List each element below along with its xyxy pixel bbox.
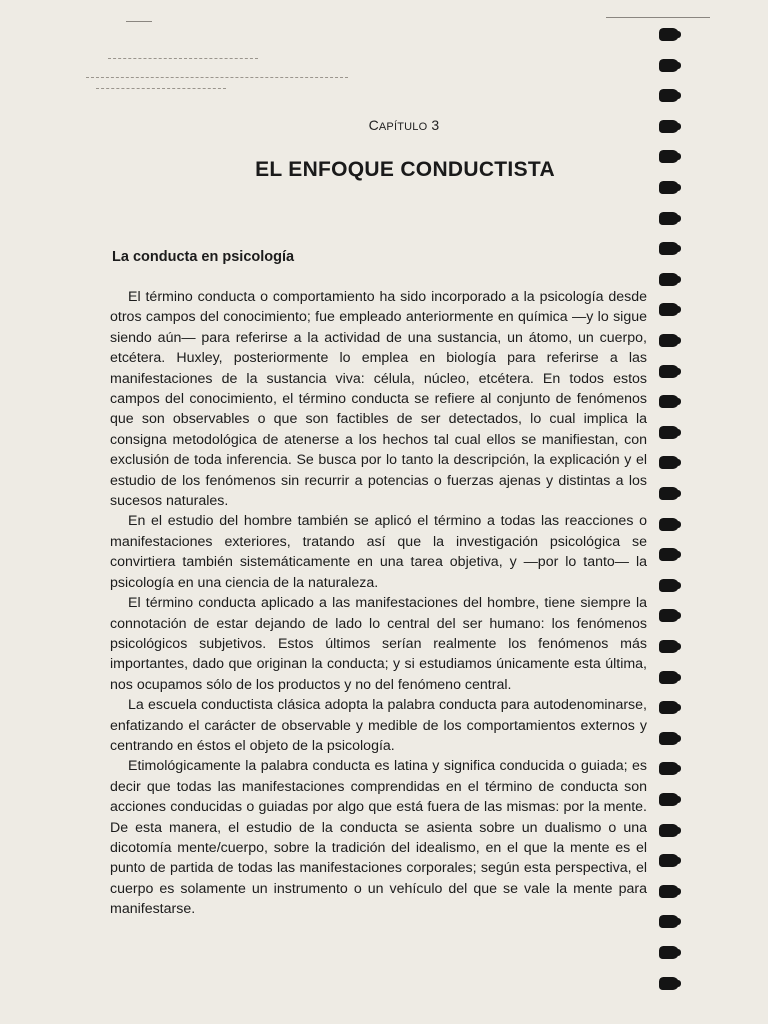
binding-ring (659, 579, 679, 592)
binding-ring (659, 793, 679, 806)
binding-ring (659, 426, 679, 439)
spiral-binding (659, 28, 689, 1024)
chapter-label: CAPÍTULO 3 (368, 117, 440, 133)
scan-artifact-line (126, 21, 152, 22)
binding-ring (659, 395, 679, 408)
binding-ring (659, 915, 679, 928)
binding-ring (659, 150, 679, 163)
binding-ring (659, 365, 679, 378)
binding-ring (659, 640, 679, 653)
binding-ring (659, 701, 679, 714)
paragraph: La escuela conductista clásica adopta la palabra conducta para autodenominarse, enfatizando el carácter de observable y medible de los comportamientos externos y centrando en éstos el objeto de la psicología. (110, 697, 647, 754)
binding-ring (659, 946, 679, 959)
scan-artifact-line (108, 58, 258, 60)
binding-ring (659, 609, 679, 622)
paragraph: El término conducta o comportamiento ha sido incorporado a la psicología desde otros campos del conocimiento; fue empleado anteriormente en química —y lo sigue siendo aún— para referirse a la actividad de una sustancia, un átomo, un cuerpo, etcétera. Huxley, posteriormente lo emplea en biología para referirse a las manifestaciones de la sustancia viva: célula, núcleo, etcétera. En todos estos campos del conocimiento, el término conducta se refiere al conjunto de fenómenos que son observables o que son factibles de ser detectados, lo cual implica la consigna metodológica de atenerse a los hechos tal cual ellos se manifiestan, con exclusión de toda inferencia. Se busca por lo tanto la descripción, la explicación y el estudio de los fenómenos sin recurrir a potencias o fuerzas ajenas y distintas a los sucesos naturales. (110, 289, 647, 510)
binding-ring (659, 303, 679, 316)
binding-ring (659, 181, 679, 194)
binding-ring (659, 518, 679, 531)
binding-ring (659, 854, 679, 867)
binding-ring (659, 977, 679, 990)
binding-ring (659, 487, 679, 500)
binding-ring (659, 885, 679, 898)
binding-ring (659, 242, 679, 255)
section-heading: La conducta en psicología (112, 249, 295, 265)
binding-ring (659, 334, 679, 347)
binding-ring (659, 59, 679, 72)
binding-ring (659, 824, 679, 837)
paragraph: Etimológicamente la palabra conducta es latina y significa conducida o guiada; es decir que todas las manifestaciones comprendidas en el término de conducta son acciones conducidas o guiadas por algo que está fuera de las mismas: por la mente. De esta manera, el estudio de la conducta se asienta sobre un dualismo o una dicotomía mente/cuerpo, sobre la tradición del idealismo, en el que la mente es el punto de partida de todas las manifestaciones corporales; según esta perspectiva, el cuerpo es solamente un instrumento o un vehículo del que se vale la mente para manifestarse. (110, 758, 647, 918)
binding-ring (659, 456, 679, 469)
body-text (110, 287, 647, 920)
paragraph: En el estudio del hombre también se aplicó el término a todas las reacciones o manifestaciones exteriores, tratando así que la investigación psicológica se convirtiera también sistemáticamente en una tarea objetiva, y —por lo tanto— la psicología en una ciencia de la naturaleza. (110, 513, 647, 591)
binding-ring (659, 120, 679, 133)
binding-ring (659, 671, 679, 684)
scan-artifact-line (86, 77, 348, 79)
chapter-title: EL ENFOQUE CONDUCTISTA (255, 158, 555, 181)
binding-ring (659, 28, 679, 41)
binding-ring (659, 762, 679, 775)
binding-ring (659, 212, 679, 225)
paragraph: El término conducta aplicado a las manifestaciones del hombre, tiene siempre la connotación de estar dejando de lado lo central del ser humano: los fenómenos psicológicos subjetivos. Estos últimos serían realmente los fenómenos más importantes, dado que originan la conducta; y si estudiamos únicamente esta última, nos ocupamos sólo de los productos y no del fenómeno central. (110, 595, 647, 693)
scan-artifact-line (96, 88, 226, 90)
binding-ring (659, 89, 679, 102)
binding-ring (659, 732, 679, 745)
scan-artifact-line (606, 17, 710, 18)
binding-ring (659, 548, 679, 561)
binding-ring (659, 273, 679, 286)
